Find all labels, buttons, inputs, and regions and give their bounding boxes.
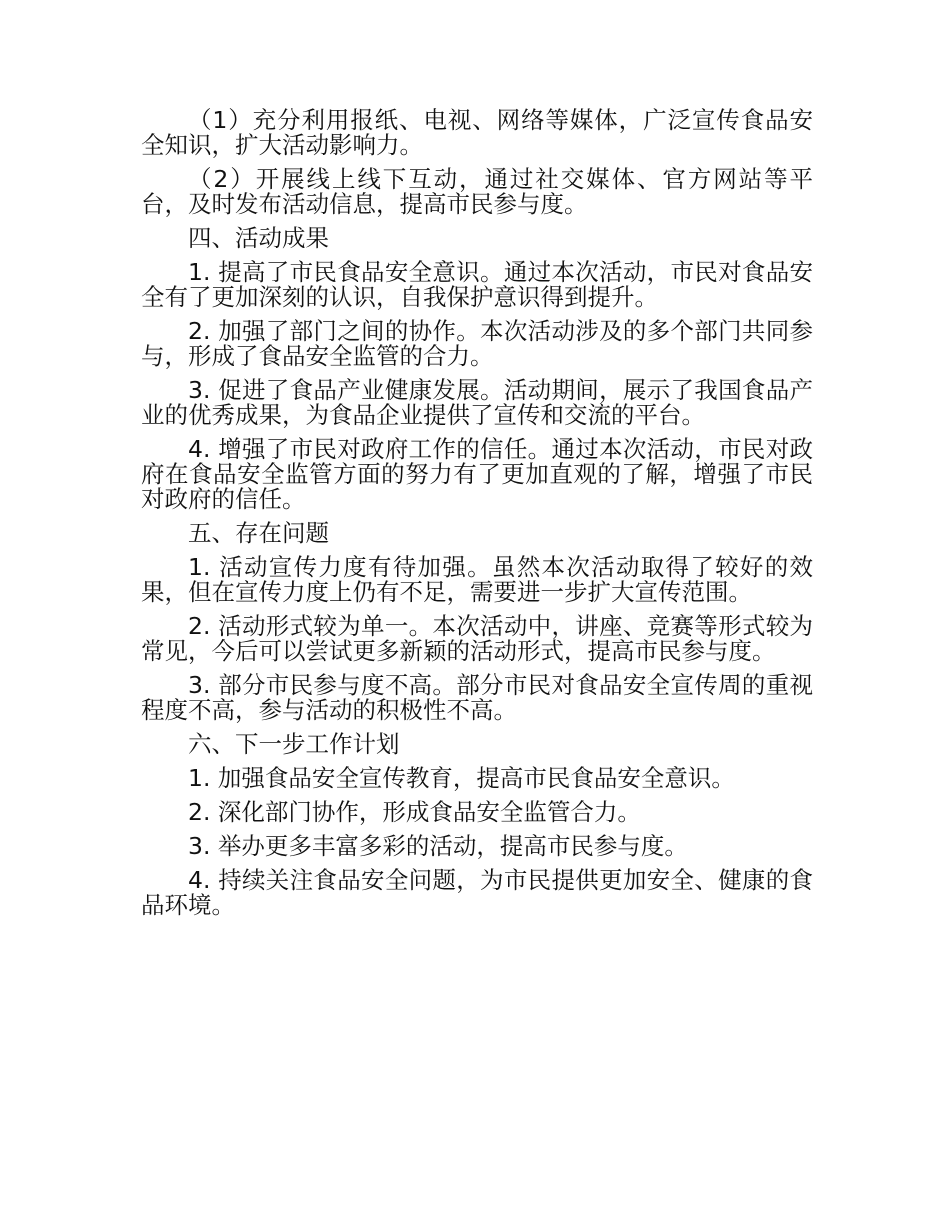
paragraph-result-4: 4. 增强了市民对政府工作的信任。通过本次活动，市民对政府在食品安全监管方面的努力有了更加直观的了解，增强了市民对政府的信任。 [141, 435, 813, 513]
paragraph-online-offline: （2）开展线上线下互动，通过社交媒体、官方网站等平台，及时发布活动信息，提高市民参与度。 [141, 165, 813, 218]
paragraph-problem-1: 1. 活动宣传力度有待加强。虽然本次活动取得了较好的效果，但在宣传力度上仍有不足，需要进一步扩大宣传范围。 [141, 553, 813, 606]
paragraph-plan-4: 4. 持续关注食品安全问题，为市民提供更加安全、健康的食品环境。 [141, 866, 813, 919]
paragraph-plan-3: 3. 举办更多丰富多彩的活动，提高市民参与度。 [188, 832, 688, 860]
paragraph-result-3: 3. 促进了食品产业健康发展。活动期间，展示了我国食品产业的优秀成果，为食品企业提供了宣传和交流的平台。 [141, 376, 813, 429]
paragraph-result-1: 1. 提高了市民食品安全意识。通过本次活动，市民对食品安全有了更加深刻的认识，自我保护意识得到提升。 [141, 258, 813, 311]
paragraph-plan-2: 2. 深化部门协作，形成食品安全监管合力。 [188, 798, 641, 826]
section-heading-results: 四、活动成果 [188, 224, 329, 252]
section-heading-next-plan: 六、下一步工作计划 [188, 730, 400, 758]
paragraph-plan-1: 1. 加强食品安全宣传教育，提高市民食品安全意识。 [188, 764, 735, 792]
document-body [141, 108, 813, 927]
paragraph-result-2: 2. 加强了部门之间的协作。本次活动涉及的多个部门共同参与，形成了食品安全监管的合力。 [141, 317, 813, 370]
paragraph-problem-2: 2. 活动形式较为单一。本次活动中，讲座、竞赛等形式较为常见，今后可以尝试更多新颖的活动形式，提高市民参与度。 [141, 612, 813, 665]
paragraph-media-publicity: （1）充分利用报纸、电视、网络等媒体，广泛宣传食品安全知识，扩大活动影响力。 [141, 106, 813, 159]
section-heading-problems: 五、存在问题 [188, 519, 329, 547]
paragraph-problem-3: 3. 部分市民参与度不高。部分市民对食品安全宣传周的重视程度不高，参与活动的积极性不高。 [141, 671, 813, 724]
